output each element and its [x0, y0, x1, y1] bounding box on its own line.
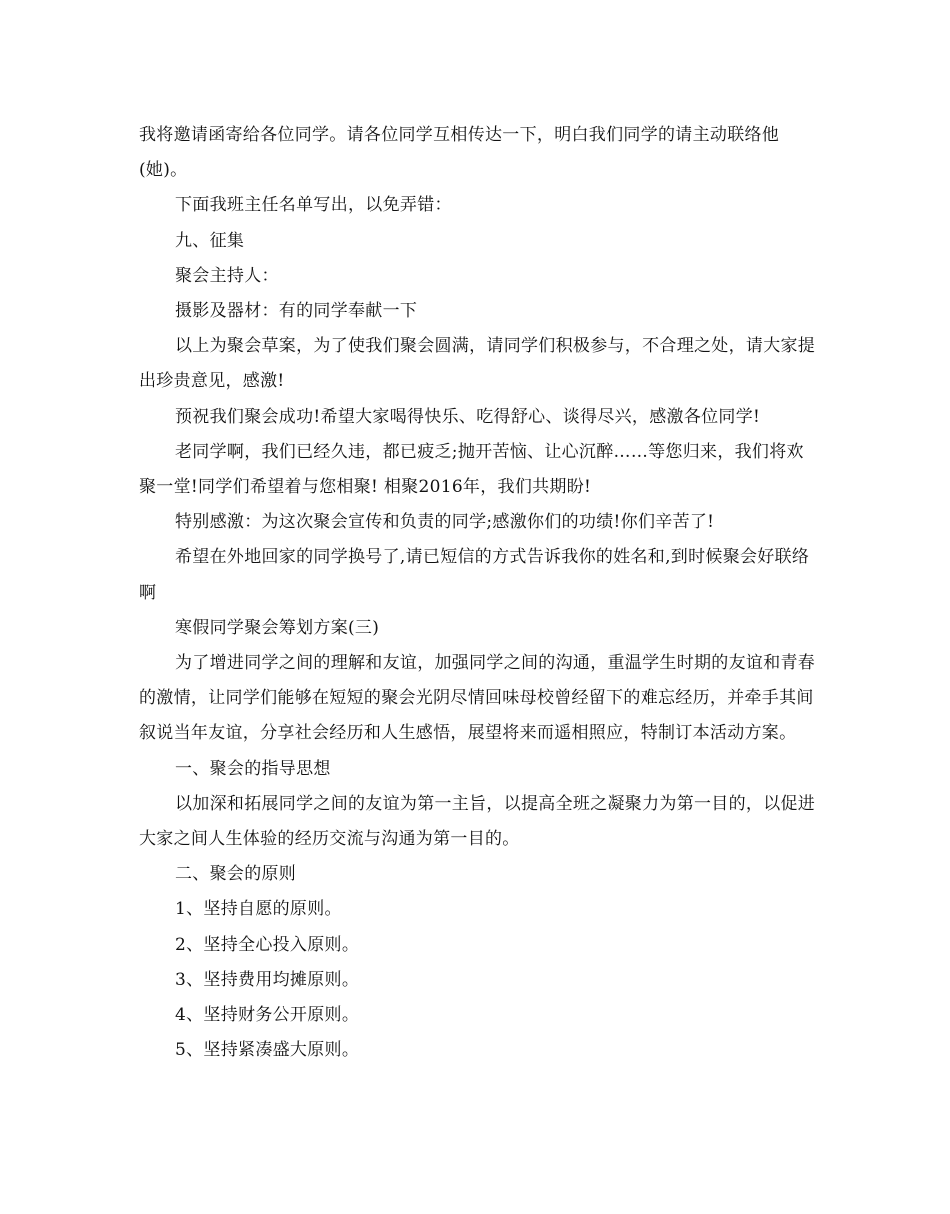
list-item: 1、坚持自愿的原则。 — [175, 899, 342, 920]
paragraph: 摄影及器材：有的同学奉献一下 — [175, 301, 418, 322]
paragraph: 以加深和拓展同学之间的友谊为第一主旨，以提高全班之凝聚力为第一目的，以促进大家之间人生体验的经历交流与沟通为第一目的。 — [139, 793, 816, 850]
paragraph: 特别感激：为这次聚会宣传和负责的同学;感激你们的功绩!你们辛苦了! — [175, 512, 715, 533]
document-title: 寒假同学聚会筹划方案(三) — [175, 617, 380, 638]
paragraph: 下面我班主任名单写出，以免弄错： — [175, 195, 452, 216]
list-item: 4、坚持财务公开原则。 — [175, 1005, 360, 1026]
paragraph: 以上为聚会草案，为了使我们聚会圆满，请同学们积极参与，不合理之处，请大家提出珍贵意见，感激! — [139, 336, 816, 392]
list-item: 2、坚持全心投入原则。 — [175, 934, 360, 955]
list-item: 5、坚持紧凑盛大原则。 — [175, 1040, 360, 1061]
paragraph: 老同学啊，我们已经久违，都已疲乏;抛开苦恼、让心沉醉……等您归来，我们将欢聚一堂!同学们希望着与您相聚! 相聚2016年，我们共期盼! — [139, 441, 804, 498]
paragraph: 为了增进同学之间的理解和友谊，加强同学之间的沟通，重温学生时期的友谊和青春的激情，让同学们能够在短短的聚会光阴尽情回味母校曾经留下的难忘经历，并牵手其间叙说当年友谊，分享社会经历和人生感悟，展望将来而遥相照应，特制订本活动方案。 — [139, 653, 816, 744]
paragraph: 预祝我们聚会成功!希望大家喝得快乐、吃得舒心、谈得尽兴，感激各位同学! — [175, 406, 761, 427]
section-heading: 一、聚会的指导思想 — [175, 758, 331, 779]
list-item: 3、坚持费用均摊原则。 — [175, 969, 360, 990]
paragraph: 我将邀请函寄给各位同学。请各位同学互相传达一下，明白我们同学的请主动联络他(她)。 — [139, 125, 780, 181]
paragraph: 聚会主持人： — [175, 265, 279, 286]
section-heading: 九、征集 — [175, 230, 245, 251]
paragraph: 希望在外地回家的同学换号了,请已短信的方式告诉我你的姓名和,到时候聚会好联络啊 — [139, 547, 810, 603]
document-body — [139, 118, 819, 1068]
section-heading: 二、聚会的原则 — [175, 864, 297, 885]
